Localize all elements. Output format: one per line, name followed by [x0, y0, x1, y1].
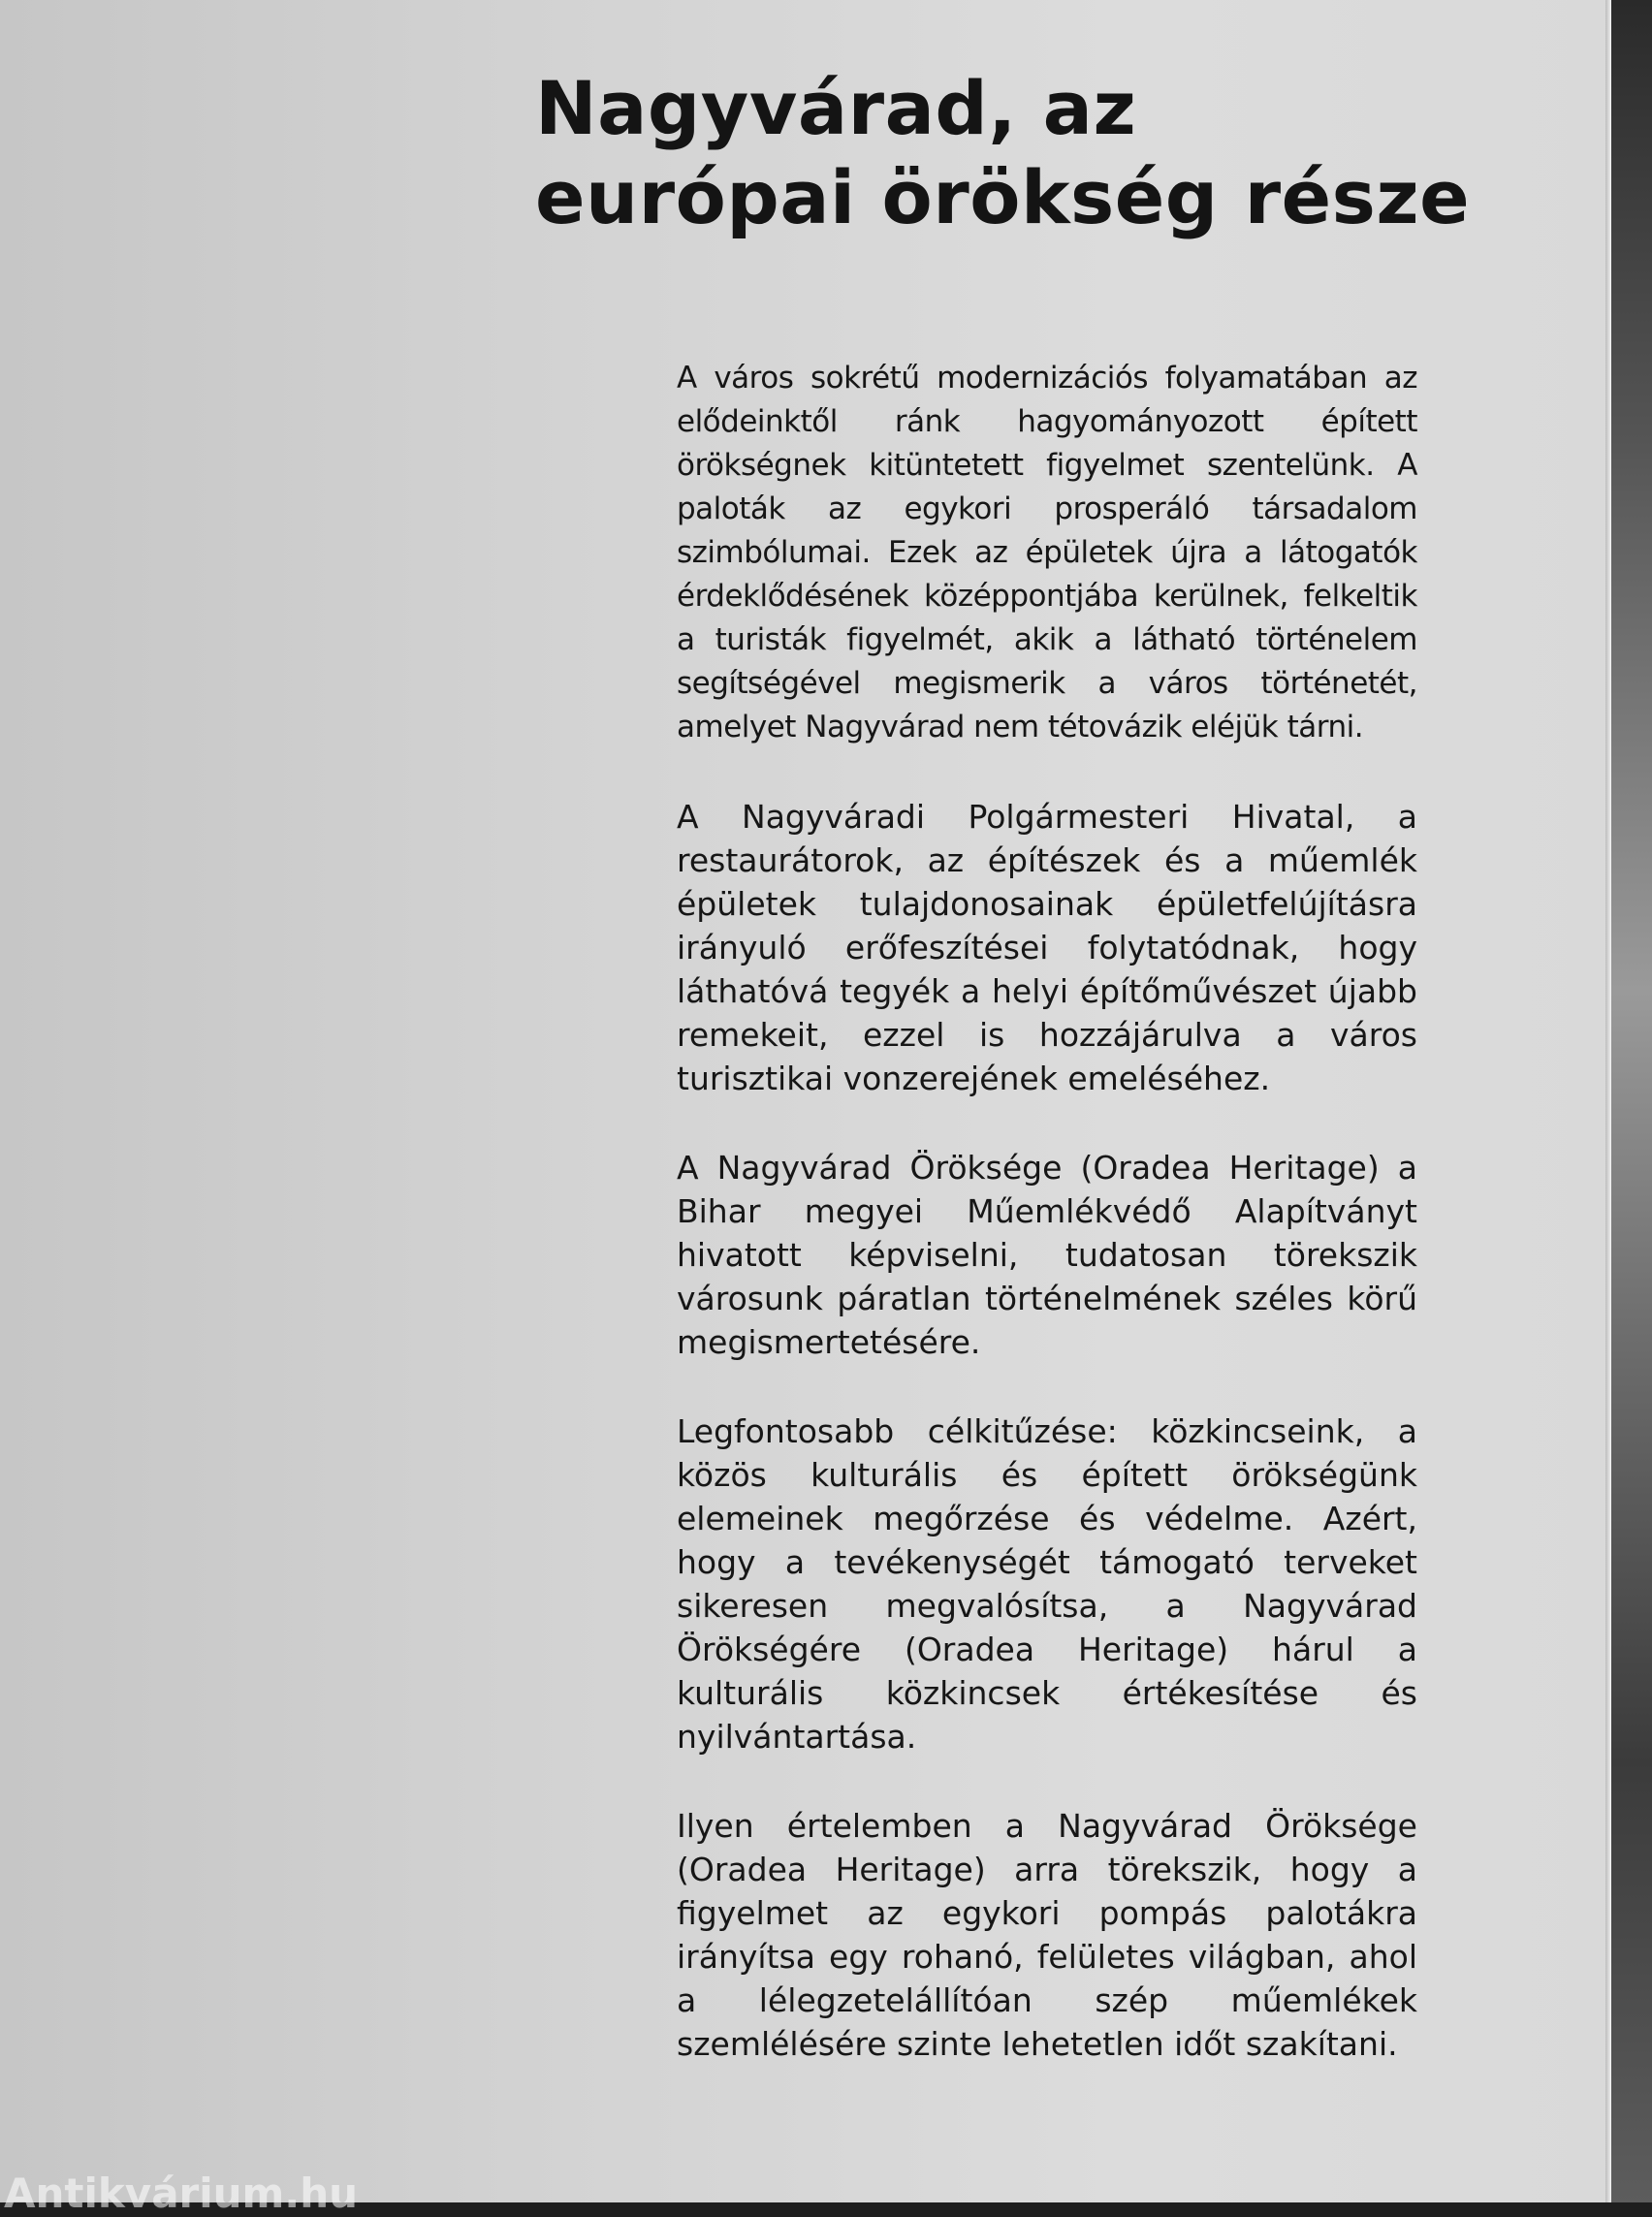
page-title: [535, 64, 1471, 242]
background-strip: [1611, 0, 1652, 2202]
title-line-2: európai örökség része: [535, 154, 1471, 240]
watermark: Antikvárium.hu: [4, 2169, 359, 2217]
paragraph-2: A Nagyváradi Polgármesteri Hivatal, a restaurátorok, az építészek és a műemlék épületek tulajdonosainak épületfelújításra irányuló erőfeszítései folytatódnak, hogy láthatóvá tegyék a helyi építőművészet újabb remekeit, ezzel is hozzájárulva a város turisztikai vonzerejének emeléséhez.: [677, 798, 1417, 1097]
paragraph-3: A Nagyvárad Öröksége (Oradea Heritage) a Bihar megyei Műemlékvédő Alapítványt hivatott képviselni, tudatosan törekszik városunk páratlan történelmének széles körű megismertetésére.: [677, 1149, 1417, 1361]
title-line-1: Nagyvárad, az: [535, 65, 1137, 151]
body-text: [677, 357, 1417, 2111]
paragraph-5: Ilyen értelemben a Nagyvárad Öröksége (Oradea Heritage) arra törekszik, hogy a figyelmet az egykori pompás palotákra irányítsa egy rohanó, felületes világban, ahol a lélegzetelállítóan szép műemlékek szemlélésére szinte lehetetlen időt szakítani.: [677, 1807, 1417, 2063]
paragraph-1: A város sokrétű modernizációs folyamatában az elődeinktől ránk hagyományozott épített örökségnek kitüntetett figyelmet szentelünk. A paloták az egykori prosperáló társadalom szimbólumai. Ezek az épületek újra a látogatók érdeklődésének középpontjába kerülnek, felkeltik a turisták figyelmét, akik a látható történelem segítségével megismerik a város történetét, amelyet Nagyvárad nem tétovázik eléjük tárni.: [677, 361, 1417, 744]
paragraph-4: Legfontosabb célkitűzése: közkincseink, a közös kulturális és épített örökségünk elemeinek megőrzése és védelme. Azért, hogy a tevékenységét támogató terveket sikeresen megvalósítsa, a Nagyvárad Örökségére (Oradea Heritage) hárul a kulturális közkincsek értékesítése és nyilvántartása.: [677, 1412, 1417, 1756]
